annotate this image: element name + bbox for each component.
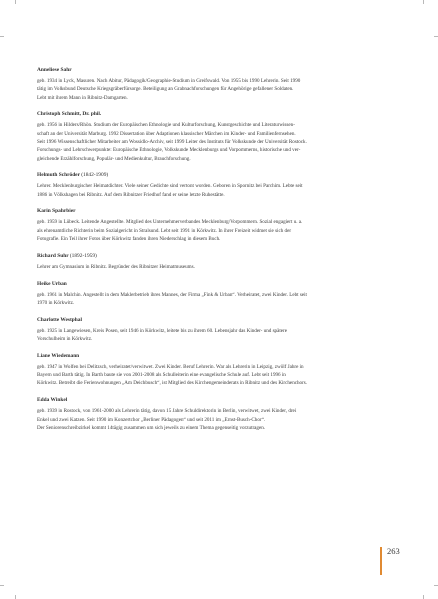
biography-entry <box>37 171 394 199</box>
person-name-text: Anneliese Sahr <box>37 67 72 73</box>
biography-text <box>37 77 394 102</box>
biography-text <box>37 263 394 271</box>
text-line: geb. 1925 in Langewiesen, Kreis Posen, seit 1946 in Körkwitz, leitete bis zu ihrem 60. Lebensjahr das Kinder- und spätere <box>37 327 287 334</box>
biography-entry <box>37 252 394 271</box>
biography-entry <box>37 280 394 308</box>
page-number-rule <box>380 547 382 575</box>
page-number: 263 <box>387 546 400 556</box>
person-name <box>37 280 394 289</box>
person-name <box>37 171 394 180</box>
biography-entry <box>37 110 394 162</box>
text-line: tätig im Volksbund Deutsche Kriegsgräberfürsorge. Beteiligung an Grabnachforschungen für Angehörige gefallener Soldaten. <box>37 86 294 93</box>
text-line: schaft an der Universität Marburg. 1992 Dissertation über Adaptionen klassischer Märchen im Kinder- und Familienfernsehen. <box>37 130 296 137</box>
crop-mark <box>423 595 424 599</box>
crop-mark <box>15 595 16 599</box>
crop-mark <box>15 0 16 4</box>
crop-mark <box>434 36 438 37</box>
person-name-text: Richard Suhr <box>37 252 69 259</box>
text-line: Seit 1996 Wissenschaftlicher Mitarbeiter am Wossidlo-Archiv, seit 1999 Leiter des Instituts für Volkskunde der Universität Rostock. <box>37 138 307 145</box>
biography-text <box>37 218 394 243</box>
biography-entry <box>37 66 394 102</box>
person-name <box>37 252 394 261</box>
text-line: als ehrenamtliche Richterin beim Sozialgericht in Stralsund. Lebt seit 1991 in Körkwitz. In ihrer Freizeit widmet sie sich der <box>37 227 292 234</box>
person-name-text: Edda Winkel <box>37 397 68 404</box>
life-years: (1842-1909) <box>81 172 109 179</box>
biography-entry <box>37 207 394 243</box>
biographies-list <box>37 66 394 441</box>
biography-entry <box>37 316 394 344</box>
text-line: Forschungs- und Lehrschwerpunkte: Europäische Ethnologie, Volkskunde Mecklenburgs und Vorpommerns, historische und ver- <box>37 147 301 154</box>
person-name-text: Heike Urban <box>37 280 67 287</box>
person-name <box>37 316 394 325</box>
person-name <box>37 110 394 119</box>
biography-text <box>37 121 394 162</box>
person-name-text: Liane Wiedemann <box>37 352 80 359</box>
person-name-text: Helmuth Schröder <box>37 172 80 179</box>
text-line: Lehrer. Mecklenburgischer Heimatdichter. Viele seiner Gedichte sind vertont worden. Geboren in Spornitz bei Parchim. Lebte seit <box>37 183 303 190</box>
biography-text <box>37 182 394 199</box>
person-name <box>37 352 394 361</box>
biography-entry <box>37 396 394 432</box>
life-years: (1892-1959) <box>69 252 97 259</box>
text-line: Der Seniorenschreibzirkel kommt 14tägig zusammen um sich jeweils zu einem Thema gegenseitig vorzutragen. <box>37 424 266 431</box>
biography-text <box>37 407 394 432</box>
text-line: Körkwitz. Betreibt die Ferienwohnungen „Am Deichbusch“, ist Mitglied des Kirchengemeinderats in Ribnitz und des Kirchenchors. <box>37 380 308 387</box>
text-line: Vorschulheim in Körkwitz. <box>37 336 93 343</box>
biography-text <box>37 291 394 308</box>
biography-text <box>37 363 394 388</box>
crop-mark <box>423 0 424 4</box>
person-name <box>37 396 394 405</box>
text-line: gleichende Erzählforschung, Populär- und Medienkultur, Brauchforschung. <box>37 155 191 162</box>
text-line: geb. 1959 in Lübeck. Leitende Angestellte. Mitglied des Unternehmerverbandes Mecklenburg/Vorpommern. Sozial engagiert u. a. <box>37 219 303 226</box>
text-line: geb. 1939 in Rostock, von 1961-2000 als Lehrerin tätig, davon 15 Jahre Schuldirektorin in Berlin, verwitwet, zwei Kinder, drei <box>37 408 297 415</box>
crop-mark <box>0 585 4 586</box>
text-line: Bayern und Barth tätig. In Barth baute sie von 2001-2008 als Schulleiterin eine evangelische Schule auf. Lebt seit 1996 in <box>37 372 286 379</box>
text-line: 1886 in Völkshagen bei Ribnitz. Auf dem Ribnitzer Friedhof fand er seine letzte Ruhestätte. <box>37 191 225 198</box>
text-line: geb. 1947 in Wolfen bei Delitzsch, verheiratet/verwitwet. Zwei Kinder. Beruf Lehrerin. War als Lehrerin in Leipzig, zwölf Jahre in <box>37 363 304 370</box>
person-name <box>37 207 394 216</box>
text-line: Lehrer am Gymnasium in Ribnitz. Begründer des Ribnitzer Heimatmuseums. <box>37 263 195 270</box>
text-line: 1970 in Körkwitz. <box>37 299 75 306</box>
text-line: geb. 1961 in Malchin. Angestellt in dem Maklerbetrieb ihres Mannes, der Firma „Fink & Urban“. Verheiratet, zwei Kinder. Lebt seit <box>37 291 307 298</box>
text-line: Fotografie. Ein Teil ihrer Fotos über Körkwitz fanden ihren Niederschlag in diesem Buch. <box>37 236 221 243</box>
text-line: geb. 1956 in Hilders/Rhön. Studium der Europäischen Ethnologie und Kulturforschung, Kunstgeschichte und Literaturwissen- <box>37 122 295 129</box>
crop-mark <box>434 585 438 586</box>
person-name-text: Charlotte Westphal <box>37 316 82 323</box>
text-line: Lebt mit ihrem Mann in Ribnitz-Damgarten. <box>37 94 128 101</box>
person-name-text: Christoph Schmitt, Dr. phil. <box>37 111 102 118</box>
text-line: geb. 1934 in Lyck, Masuren. Nach Abitur, Pädagogik/Geographie-Studium in Greifswald. Von 1955 bis 1990 Lehrerin. Seit 1990 <box>37 78 301 84</box>
biography-text <box>37 327 394 344</box>
person-name <box>37 66 394 75</box>
crop-mark <box>0 36 4 37</box>
person-name-text: Karin Spahrbier <box>37 208 76 215</box>
text-line: Enkel und zwei Katzen. Seit 1990 im Konzertchor „Berliner Pädagogen“ und seit 2011 im „Ernst-Busch-Chor“. <box>37 416 266 423</box>
biography-entry <box>37 352 394 388</box>
